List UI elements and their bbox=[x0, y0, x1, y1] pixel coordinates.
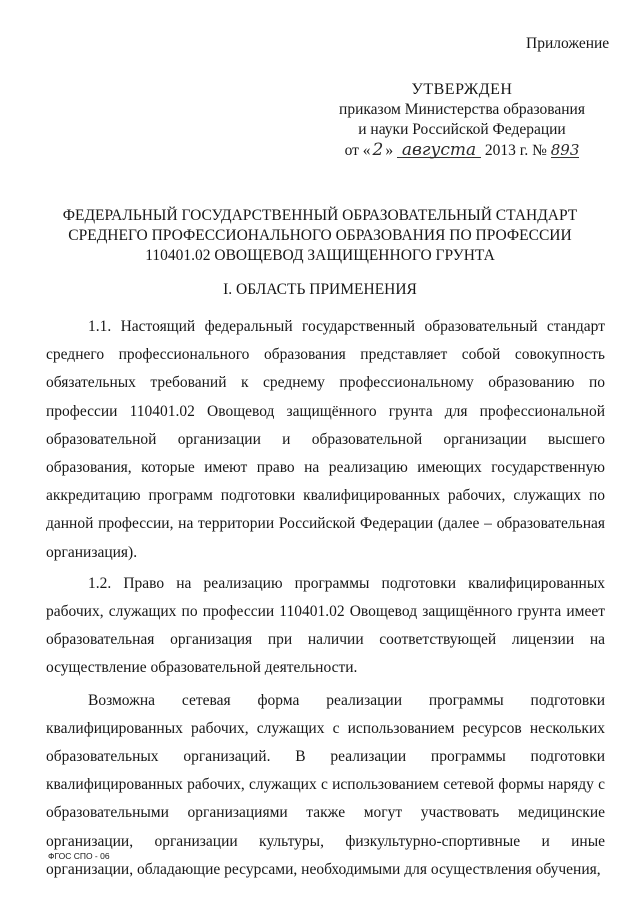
handwritten-order-number: 893 bbox=[550, 141, 580, 159]
date-mid: » bbox=[385, 142, 394, 159]
document-title-line-1: ФЕДЕРАЛЬНЫЙ ГОСУДАРСТВЕННЫЙ ОБРАЗОВАТЕЛЬНЫЙ СТАНДАРТ bbox=[62, 207, 578, 224]
appendix-label: Приложение bbox=[526, 35, 610, 52]
section-heading: I. ОБЛАСТЬ ПРИМЕНЕНИЯ bbox=[223, 281, 417, 298]
document-title-line-3: 110401.02 ОВОЩЕВОД ЗАЩИЩЕННОГО ГРУНТА bbox=[145, 247, 495, 264]
approval-line-federation: и науки Российской Федерации bbox=[358, 121, 566, 138]
approval-line-ministry: приказом Министерства образования bbox=[339, 101, 585, 118]
paragraph-1-2: 1.2. Право на реализацию программы подготовки квалифицированных рабочих, служащих по профессии 110401.02 Овощевод защищённого грунта имеет образовательная организация при наличии соответствующей лицензии на осуществление образовательной деятельности. bbox=[46, 574, 605, 677]
date-prefix: от « bbox=[344, 142, 371, 159]
approval-title: УТВЕРЖДЕН bbox=[411, 81, 513, 98]
document-title bbox=[40, 206, 600, 266]
document-title-line-2: СРЕДНЕГО ПРОФЕССИОНАЛЬНОГО ОБРАЗОВАНИЯ ПО ПРОФЕССИИ bbox=[68, 227, 572, 244]
document-body bbox=[46, 313, 605, 887]
handwritten-day: 2 bbox=[372, 140, 384, 160]
year-text: 2013 г. № bbox=[484, 142, 547, 159]
footer-code: ФГОС СПО - 06 bbox=[48, 851, 110, 861]
paragraph-network-form: Возможна сетевая форма реализации программы подготовки квалифицированных рабочих, служащих с использованием ресурсов нескольких образовательных организаций. В реализации программы подготовки квалифицированных рабочих, служащих с использованием сетевой формы наряду с образовательными организациями также могут участвовать медицинские организации, организации культуры, физкультурно-спортивные и иные организации, обладающие ресурсами, необходимыми для осуществления обучения, bbox=[46, 691, 605, 878]
approval-block bbox=[312, 80, 612, 161]
approval-date-line bbox=[312, 140, 612, 161]
handwritten-month: августа bbox=[397, 140, 481, 160]
paragraph-1-1: 1.1. Настоящий федеральный государственный образовательный стандарт среднего профессионального образования представляет собой совокупность обязательных требований к среднему профессиональному образованию по профессии 110401.02 Овощевод защищённого грунта для профессиональной образовательной организации и образовательной организации высшего образования, которые имеют право на реализацию имеющих государственную аккредитацию программ подготовки квалифицированных рабочих, служащих по данной профессии, на территории Российской Федерации (далее – образовательная организация). bbox=[46, 318, 605, 561]
